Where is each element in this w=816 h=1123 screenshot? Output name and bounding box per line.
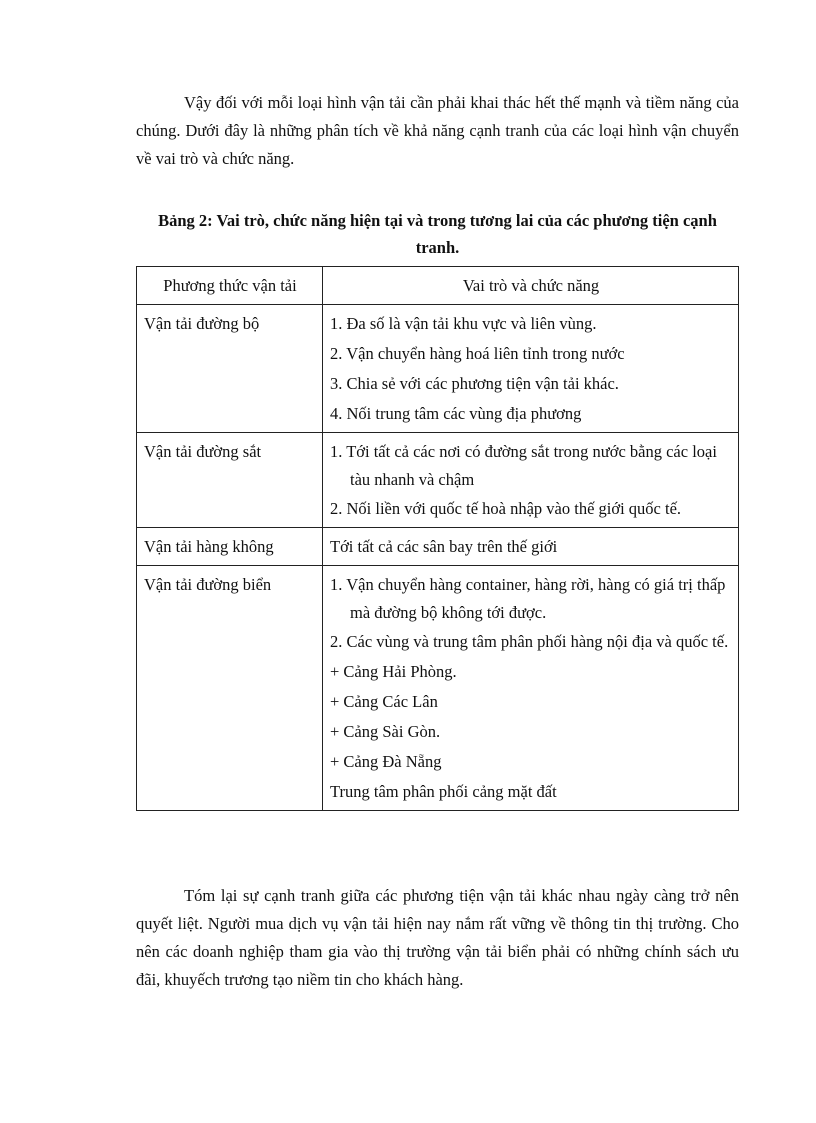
table-header-row [137,267,739,305]
mode-cell [137,566,323,811]
mode-label: Vận tải đường biển [144,575,272,594]
mode-label: Vận tải đường bộ [144,314,260,333]
role-item: 3. Chia sẻ với các phương tiện vận tải khác. [330,374,619,393]
conclusion-paragraph: Tóm lại sự cạnh tranh giữa các phương tiện vận tải khác nhau ngày càng trở nên quyết liệt. Người mua dịch vụ vận tải hiện nay nắm rất vững về thông tin thị trường. Cho nên các doanh nghiệp tham gia vào thị trường vận tải biển phải có những chính sách ưu đãi, khuyếch trương tạo niềm tin cho khách hàng. [136,886,739,989]
mode-cell [137,305,323,433]
role-item: 1. Tới tất cả các nơi có đường sắt trong nước bằng các loại tàu nhanh và chậm [330,442,717,489]
intro-paragraph: Vậy đối với mỗi loại hình vận tải cần phải khai thác hết thế mạnh và tiềm năng của chúng. Dưới đây là những phân tích về khả năng cạnh tranh của các loại hình vận chuyển về vai trò và chức năng. [136,93,739,168]
role-cell [323,528,739,566]
role-item: + Cảng Đà Nẵng [330,752,442,771]
mode-cell [137,528,323,566]
table-row [137,528,739,566]
mode-label: Vận tải đường sắt [144,442,262,461]
column-header-role: Vai trò và chức năng [323,267,739,305]
table-row [137,433,739,528]
role-item: 2. Các vùng và trung tâm phân phối hàng nội địa và quốc tế. [330,632,729,651]
role-item: 1. Đa số là vận tải khu vực và liên vùng. [330,314,597,333]
table-caption: Bảng 2: Vai trò, chức năng hiện tại và trong tương lai của các phương tiện cạnh tranh. [158,211,717,257]
role-item: + Cảng Sài Gòn. [330,722,441,741]
role-cell [323,433,739,528]
role-item: + Cảng Các Lân [330,692,438,711]
mode-label: Vận tải hàng không [144,537,274,556]
role-item: 2. Vận chuyển hàng hoá liên tỉnh trong nước [330,344,625,363]
role-cell [323,566,739,811]
role-item: 4. Nối trung tâm các vùng địa phương [330,404,582,423]
column-header-mode: Phương thức vận tải [137,267,323,305]
table-row [137,566,739,811]
role-item: 1. Vận chuyển hàng container, hàng rời, hàng có giá trị thấp mà đường bộ không tới được. [330,575,726,622]
role-item: Trung tâm phân phối cảng mặt đất [330,782,557,801]
role-item: 2. Nối liền với quốc tế hoà nhập vào thế giới quốc tế. [330,499,682,518]
table-row [137,305,739,433]
mode-cell [137,433,323,528]
role-item: Tới tất cả các sân bay trên thế giới [330,537,558,556]
role-item: + Cảng Hải Phòng. [330,662,457,681]
role-cell [323,305,739,433]
transport-table [136,266,739,811]
